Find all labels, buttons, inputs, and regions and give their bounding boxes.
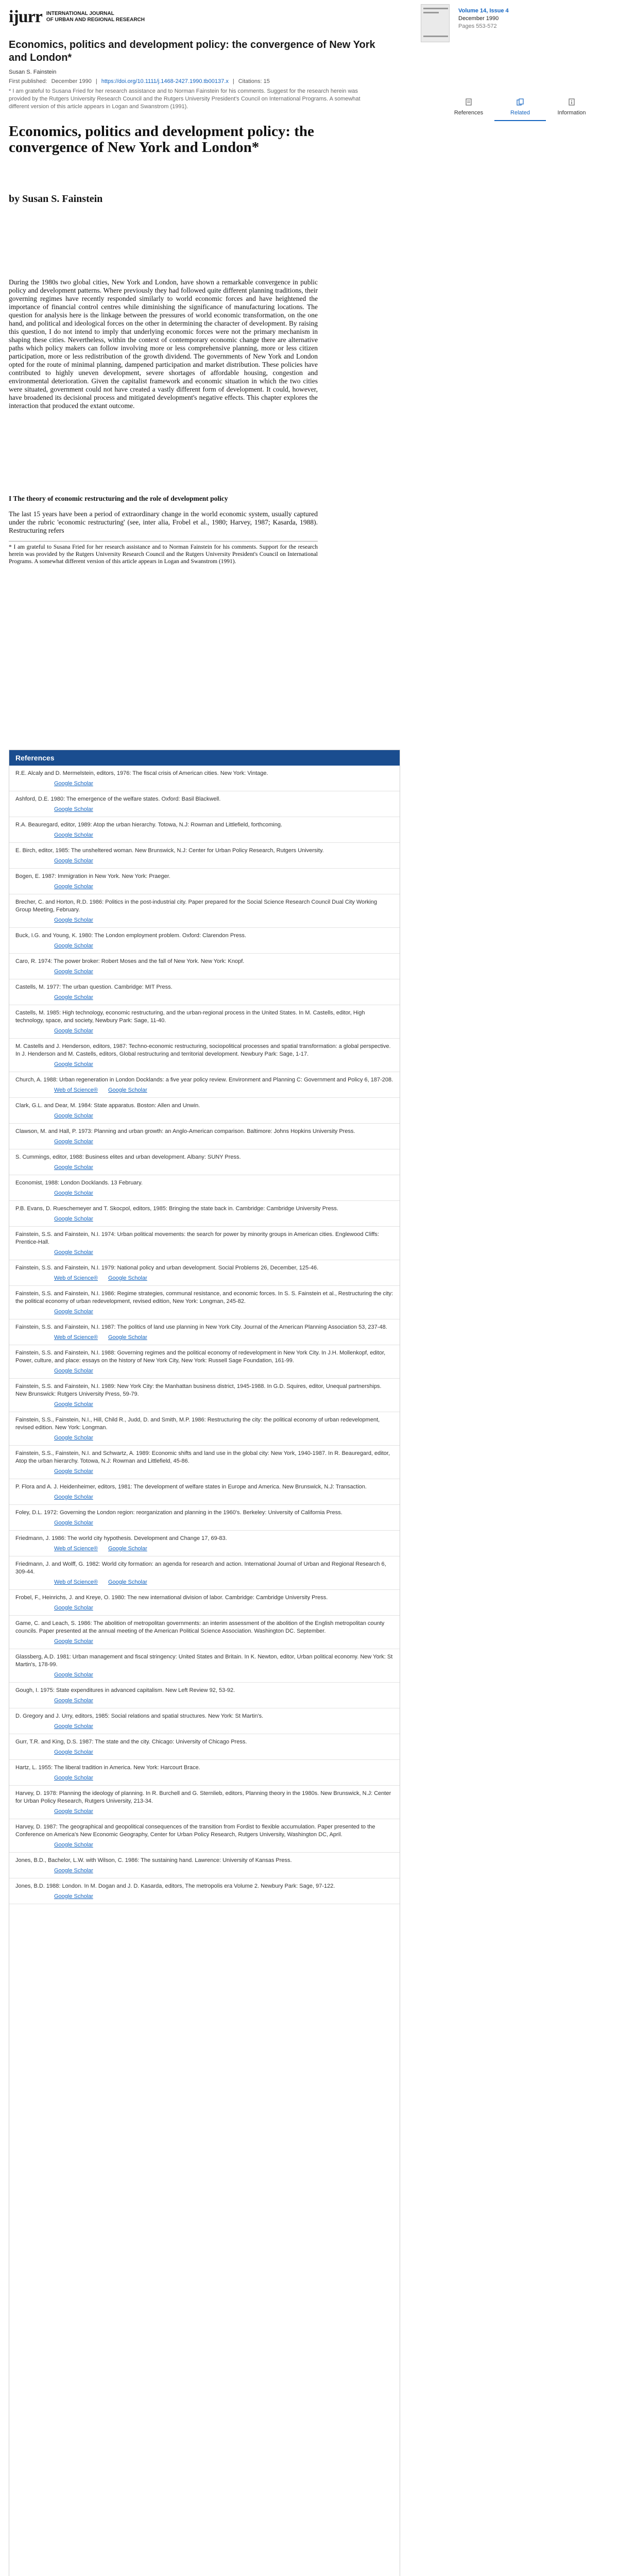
reference-item	[9, 1446, 400, 1479]
first-published-date: December 1990	[51, 78, 92, 84]
issue-pages: Pages 553-572	[458, 23, 497, 29]
reference-item	[9, 1098, 400, 1124]
reference-text: P. Flora and A. J. Heidenheimer, editors, 1981: The development of welfare states in Europe and America. New Brunswick, N.J: Transaction.	[15, 1484, 367, 1490]
doi-link[interactable]: https://doi.org/10.1111/j.1468-2427.1990.tb00137.x	[101, 78, 229, 84]
reference-text: Foley, D.L. 1972: Governing the London region: reorganization and planning in the 1960's. Berkeley: University of California Press.	[15, 1510, 342, 1516]
reference-text: Castells, M. 1985: High technology, economic restructuring, and the urban-regional process in the United States. In M. Castells, editor, High technology, space, and society, Newbury Park: Sage, 11-40.	[15, 1010, 365, 1024]
related-icon	[517, 98, 524, 106]
reference-item	[9, 843, 400, 869]
google-scholar-link[interactable]: Google Scholar	[54, 1401, 93, 1408]
reference-links	[15, 1520, 393, 1526]
tab-related-label: Related	[510, 110, 530, 116]
author-name[interactable]: Susan S. Fainstein	[9, 69, 57, 75]
google-scholar-link[interactable]: Google Scholar	[108, 1546, 147, 1552]
reference-text: Brecher, C. and Horton, R.D. 1986: Politics in the post-industrial city. Paper prepared for the Social Science Research Council Dual City Working Group Meeting, February.	[15, 899, 377, 913]
journal-logo[interactable]: ijurr	[9, 7, 42, 26]
reference-item	[9, 1556, 400, 1590]
reference-links	[15, 994, 393, 1001]
web-of-science-link[interactable]: Web of Science®	[54, 1275, 98, 1281]
google-scholar-link[interactable]: Google Scholar	[54, 781, 93, 787]
google-scholar-link[interactable]: Google Scholar	[54, 1028, 93, 1034]
web-of-science-link[interactable]: Web of Science®	[54, 1546, 98, 1552]
reference-links	[15, 1723, 393, 1730]
google-scholar-link[interactable]: Google Scholar	[54, 1749, 93, 1755]
google-scholar-link[interactable]: Google Scholar	[54, 1723, 93, 1730]
reference-links	[15, 1061, 393, 1067]
reference-item	[9, 1260, 400, 1286]
google-scholar-link[interactable]: Google Scholar	[108, 1275, 147, 1281]
reference-links	[15, 1638, 393, 1645]
reference-text: Friedmann, J. and Wolff, G. 1982: World city formation: an agenda for research and action. International Journal of Urban and Regional Research 6, 309-44.	[15, 1561, 386, 1575]
reference-links	[15, 1139, 393, 1145]
reference-item	[9, 1227, 400, 1260]
google-scholar-link[interactable]: Google Scholar	[54, 1309, 93, 1315]
reference-item	[9, 1124, 400, 1149]
reference-text: Fainstein, S.S., Fainstein, N.I., Hill, Child R., Judd, D. and Smith, M.P. 1986: Restructuring the city: the political economy of urban redevelopment, revised edition. New York: Longman.	[15, 1417, 380, 1431]
reference-item	[9, 928, 400, 954]
reference-links	[15, 1309, 393, 1315]
google-scholar-link[interactable]: Google Scholar	[54, 806, 93, 812]
reference-item	[9, 1412, 400, 1446]
references-heading[interactable]: References	[9, 750, 400, 766]
scan-abstract: During the 1980s two global cities, New York and London, have shown a remarkable convergence in public policy and development patterns. Where previously they had followed quite different planning traditions, their governing regimes have recently responded similarly to world economic forces and have heightened the importance of financial control centres while diminishing the significance of manufacturing locations. The question for analysis here is the linkage between the pressures of world economic transformation, on the one hand, and political and ideological forces on the other in determining the character of development. By raising this question, I do not intend to imply that underlying economic forces were not the primary mechanism in shaping these cities. Nevertheless, within the context of contemporary economic change there are alternative paths which policy makers can follow involving more or less comprehensive planning, more or less citizen participation, more or less redistribution of the growth dividend. The governments of New York and London opted for the route of minimal planning, dampened participation and market distribution. These policies have contributed to highly uneven development, severe shortages of affordable housing, congestion and environmental deterioration. Given the capitalist framework and economic situation in which the two cities were situated, government could not have created a vastly different form of development. It could, however, have broadened its decisional process and mitigated development's negative effects. This chapter explores the interaction that produced the extant outcome.	[9, 278, 318, 410]
google-scholar-link[interactable]: Google Scholar	[108, 1579, 147, 1585]
reference-links	[15, 969, 393, 975]
reference-item	[9, 1786, 400, 1819]
reference-item	[9, 791, 400, 817]
journal-brand[interactable]	[9, 7, 145, 27]
google-scholar-link[interactable]: Google Scholar	[54, 1808, 93, 1815]
reference-text: Bogen, E. 1987: Immigration in New York. New York: Praeger.	[15, 873, 170, 879]
reference-text: P.B. Evans, D. Rueschemeyer and T. Skocpol, editors, 1985: Bringing the state back in. Cambridge: Cambridge University Press.	[15, 1206, 338, 1212]
reference-text: Hartz, L. 1955: The liberal tradition in America. New York: Harcourt Brace.	[15, 1765, 200, 1771]
reference-item	[9, 1345, 400, 1379]
reference-text: Fainstein, S.S. and Fainstein, N.I. 1988: Governing regimes and the political economy of redevelopment in New York City. In J.H. Mollenkopf, editor, Power, culture, and place: essays on the history of New York City, New York: Russell Sage Foundation, 161-99.	[15, 1350, 386, 1364]
reference-links	[15, 1579, 393, 1585]
scan-author: by Susan S. Fainstein	[9, 193, 103, 205]
reference-item	[9, 1853, 400, 1878]
article-title: Economics, politics and development policy: the convergence of New York and London*	[9, 39, 375, 63]
google-scholar-link[interactable]: Google Scholar	[54, 1698, 93, 1704]
reference-item	[9, 1039, 400, 1072]
issue-info	[458, 7, 509, 30]
google-scholar-link[interactable]: Google Scholar	[54, 1164, 93, 1171]
google-scholar-link[interactable]: Google Scholar	[54, 1113, 93, 1119]
google-scholar-link[interactable]: Google Scholar	[54, 1139, 93, 1145]
reference-item	[9, 1616, 400, 1649]
reference-text: Economist, 1988: London Docklands. 13 February.	[15, 1180, 143, 1186]
first-published-label: First published:	[9, 78, 47, 84]
reference-item	[9, 1531, 400, 1556]
volume-issue-link[interactable]: Volume 14, Issue 4	[458, 8, 509, 14]
reference-item	[9, 766, 400, 791]
google-scholar-link[interactable]: Google Scholar	[54, 1842, 93, 1848]
google-scholar-link[interactable]: Google Scholar	[54, 994, 93, 1001]
reference-links	[15, 1775, 393, 1781]
article-footnote: * I am grateful to Susana Fried for her research assistance and to Norman Fainstein for his comments. Suggest for the research herein was provided by the Rutgers University Research Council and the Rutgers University President's Council on International Programs. A somewhat different version of this article appears in Logan and Swanstrom (1991).	[9, 88, 360, 110]
google-scholar-link[interactable]: Google Scholar	[54, 858, 93, 864]
reference-item	[9, 1819, 400, 1853]
scan-title: Economics, politics and development policy: the convergence of New York and London*	[9, 123, 314, 156]
reference-text: Gurr, T.R. and King, D.S. 1987: The state and the city. Chicago: University of Chicago Press.	[15, 1739, 247, 1745]
reference-text: Clawson, M. and Hall, P. 1973: Planning and urban growth: an Anglo-American comparison. Baltimore: Johns Hopkins University Press.	[15, 1128, 355, 1134]
reference-links	[15, 1494, 393, 1500]
reference-text: E. Birch, editor, 1985: The unsheltered woman. New Brunswick, N.J: Center for Urban Policy Research, Rutgers University.	[15, 848, 324, 854]
reference-links	[15, 1468, 393, 1475]
reference-links	[15, 1842, 393, 1848]
information-icon	[568, 98, 575, 106]
reference-item	[9, 1683, 400, 1708]
reference-item	[9, 1175, 400, 1201]
google-scholar-link[interactable]: Google Scholar	[54, 1061, 93, 1067]
reference-links	[15, 1546, 393, 1552]
google-scholar-link[interactable]: Google Scholar	[54, 1216, 93, 1222]
google-scholar-link[interactable]: Google Scholar	[54, 1494, 93, 1500]
google-scholar-link[interactable]: Google Scholar	[108, 1087, 147, 1093]
google-scholar-link[interactable]: Google Scholar	[54, 1672, 93, 1678]
reference-links	[15, 1028, 393, 1034]
reference-links	[15, 1605, 393, 1611]
reference-text: Fainstein, S.S. and Fainstein, N.I. 1974: Urban political movements: the search for power by minority groups in American cities. Englewood Cliffs: Prentice-Hall.	[15, 1231, 379, 1245]
reference-links	[15, 1190, 393, 1196]
reference-links	[15, 1216, 393, 1222]
reference-text: Harvey, D. 1978: Planning the ideology of planning. In R. Burchell and G. Sternlieb, editors, Planning theory in the 1980s. New Brunswick, N.J: Center for Urban Policy Research, Rutgers University, 213-34.	[15, 1790, 391, 1804]
reference-text: Game, C. and Leach, S. 1986: The abolition of metropolitan governments: an interim assessment of the abolition of the English metropolitan county councils. Paper presented at the annual meeting of the American Political Science Association. Washington DC. September.	[15, 1620, 385, 1634]
reference-links	[15, 1164, 393, 1171]
tab-information[interactable]	[546, 95, 597, 121]
google-scholar-link[interactable]: Google Scholar	[54, 1893, 93, 1900]
reference-item	[9, 894, 400, 928]
reference-item	[9, 1286, 400, 1319]
google-scholar-link[interactable]: Google Scholar	[54, 1190, 93, 1196]
references-panel	[9, 750, 400, 2576]
google-scholar-link[interactable]: Google Scholar	[54, 1775, 93, 1781]
reference-text: Fainstein, S.S. and Fainstein, N.I. 1989: New York City: the Manhattan business district, 1945-1988. In G.D. Squires, editor, Unequal partnerships. New Brunswick: Rutgers University Press, 59-79.	[15, 1383, 382, 1397]
reference-links	[15, 806, 393, 812]
google-scholar-link[interactable]: Google Scholar	[54, 943, 93, 949]
reference-item	[9, 869, 400, 894]
google-scholar-link[interactable]: Google Scholar	[54, 1435, 93, 1441]
scan-footnote: * I am grateful to Susana Fried for her research assistance and to Norman Fainstein for his comments. Support for the research herein was provided by the Rutgers University Research Council and the Rutgers University President's Council on International Programs. A somewhat different version of this article appears in Logan and Swanstrom (1991).	[9, 541, 318, 565]
publication-meta: First published: December 1990 | https://doi.org/10.1111/j.1468-2427.1990.tb00137.x | Citations: 15	[9, 78, 270, 84]
google-scholar-link[interactable]: Google Scholar	[54, 1638, 93, 1645]
journal-name-line2: OF URBAN AND REGIONAL RESEARCH	[46, 17, 145, 23]
google-scholar-link[interactable]: Google Scholar	[54, 917, 93, 923]
reference-item	[9, 1649, 400, 1683]
reference-item	[9, 1005, 400, 1039]
reference-links	[15, 1698, 393, 1704]
web-of-science-link[interactable]: Web of Science®	[54, 1087, 98, 1093]
citation-count[interactable]: Citations: 15	[238, 78, 270, 84]
reference-item	[9, 1072, 400, 1098]
reference-item	[9, 1201, 400, 1227]
scan-section-heading: I The theory of economic restructuring and the role of development policy	[9, 495, 228, 502]
reference-text: Jones, B.D., Bachelor, L.W. with Wilson, C. 1986: The sustaining hand. Lawrence: University of Kansas Press.	[15, 1857, 292, 1863]
reference-text: Fainstein, S.S. and Fainstein, N.I. 1979: National policy and urban development. Social Problems 26, December, 125-46.	[15, 1265, 319, 1271]
reference-text: Caro, R. 1974: The power broker: Robert Moses and the fall of New York. New York: Knopf.	[15, 958, 245, 964]
reference-links	[15, 781, 393, 787]
reference-item	[9, 1708, 400, 1734]
google-scholar-link[interactable]: Google Scholar	[54, 1249, 93, 1256]
reference-text: Fainstein, S.S. and Fainstein, N.I. 1987: The politics of land use planning in New York City. Journal of the American Planning Association 53, 237-48.	[15, 1324, 387, 1330]
reference-links	[15, 1113, 393, 1119]
tab-references-label: References	[454, 110, 484, 116]
journal-name	[46, 11, 145, 23]
reference-links	[15, 1749, 393, 1755]
references-icon	[465, 98, 472, 106]
google-scholar-link[interactable]: Google Scholar	[54, 1868, 93, 1874]
google-scholar-link[interactable]: Google Scholar	[54, 1468, 93, 1475]
reference-text: Castells, M. 1977: The urban question. Cambridge: MIT Press.	[15, 984, 173, 990]
reference-links	[15, 1087, 393, 1093]
reference-item	[9, 1505, 400, 1531]
google-scholar-link[interactable]: Google Scholar	[54, 969, 93, 975]
reference-links	[15, 1868, 393, 1874]
reference-links	[15, 1275, 393, 1281]
reference-item	[9, 1590, 400, 1616]
reference-links	[15, 917, 393, 923]
reference-text: Gough, I. 1975: State expenditures in advanced capitalism. New Left Review 92, 53-92.	[15, 1687, 235, 1693]
tab-related[interactable]	[494, 95, 546, 121]
reference-links	[15, 858, 393, 864]
scanned-first-page	[9, 124, 410, 747]
reference-item	[9, 1760, 400, 1786]
reference-links	[15, 1368, 393, 1374]
reference-item	[9, 817, 400, 843]
reference-text: Clark, G.L. and Dear, M. 1984: State apparatus. Boston: Allen and Unwin.	[15, 1103, 200, 1109]
reference-item	[9, 954, 400, 979]
reference-text: Jones, B.D. 1988: London. In M. Dogan and J. D. Kasarda, editors, The metropolis era Volume 2. Newbury Park: Sage, 97-122.	[15, 1883, 335, 1889]
reference-links	[15, 1401, 393, 1408]
reference-item	[9, 1479, 400, 1505]
reference-text: S. Cummings, editor, 1988: Business elites and urban development. Albany: SUNY Press.	[15, 1154, 241, 1160]
journal-name-line1: INTERNATIONAL JOURNAL	[46, 11, 114, 16]
reference-links	[15, 1435, 393, 1441]
reference-links	[15, 943, 393, 949]
reference-text: Fainstein, S.S., Fainstein, N.I. and Schwartz, A. 1989: Economic shifts and land use in the global city: New York, 1940-1987. In R. Beauregard, editor, Atop the urban hierarchy. Totowa, N.J: Rowman and Littlefield, 45-86.	[15, 1450, 390, 1464]
reference-text: Ashford, D.E. 1980: The emergence of the welfare states. Oxford: Basil Blackwell.	[15, 796, 221, 802]
google-scholar-link[interactable]: Google Scholar	[54, 1605, 93, 1611]
reference-item	[9, 1319, 400, 1345]
tab-information-label: Information	[557, 110, 586, 116]
reference-text: Harvey, D. 1987: The geographical and geopolitical consequences of the transition from Fordist to flexible accumulation. Paper presented to the Conference on America's New Economic Geography, Center for Urban Policy Research, Rutgers University, Washington DC, April.	[15, 1824, 375, 1838]
reference-text: Frobel, F., Heinrichs, J. and Kreye, O. 1980: The new international division of labor. Cambridge: Cambridge University Press.	[15, 1595, 328, 1601]
reference-item	[9, 1379, 400, 1412]
reference-text: D. Gregory and J. Urry, editors, 1985: Social relations and spatial structures. New York: St Martin's.	[15, 1713, 264, 1719]
reference-text: Friedmann, J. 1986: The world city hypothesis. Development and Change 17, 69-83.	[15, 1535, 227, 1541]
article-tools	[443, 95, 618, 121]
google-scholar-link[interactable]: Google Scholar	[54, 884, 93, 890]
google-scholar-link[interactable]: Google Scholar	[54, 1520, 93, 1526]
reference-links	[15, 1893, 393, 1900]
google-scholar-link[interactable]: Google Scholar	[108, 1334, 147, 1341]
reference-links	[15, 1334, 393, 1341]
references-list	[9, 766, 400, 1904]
reference-links	[15, 1249, 393, 1256]
reference-text: M. Castells and J. Henderson, editors, 1987: Techno-economic restructuring, sociopolitical processes and spatial transformation: a global perspective. In J. Henderson and M. Castells, editors, Global restructuring and territorial development. Newbury Park: Sage, 1-17.	[15, 1043, 391, 1057]
reference-links	[15, 884, 393, 890]
reference-text: Church, A. 1988: Urban regeneration in London Docklands: a five year policy review. Environment and Planning C: Government and Policy 6, 187-208.	[15, 1077, 393, 1083]
web-of-science-link[interactable]: Web of Science®	[54, 1579, 98, 1585]
reference-text: Glassberg, A.D. 1981: Urban management and fiscal stringency: United States and Britain. In K. Newton, editor, Urban political economy. New York: St Martin's, 178-99.	[15, 1654, 393, 1668]
reference-item	[9, 1149, 400, 1175]
reference-text: Fainstein, S.S. and Fainstein, N.I. 1986: Regime strategies, communal resistance, and economic forces. In S. S. Fainstein et al., Restructuring the city: the political economy of urban redevelopment, revised edition, New York: Longman, 245-82.	[15, 1291, 393, 1304]
tab-references[interactable]	[443, 95, 494, 121]
reference-text: R.E. Alcaly and D. Mermelstein, editors, 1976: The fiscal crisis of American cities. New York: Vintage.	[15, 770, 268, 776]
reference-item	[9, 979, 400, 1005]
reference-links	[15, 1672, 393, 1678]
reference-text: Buck, I.G. and Young, K. 1980: The London employment problem. Oxford: Clarendon Press.	[15, 933, 247, 939]
reference-item	[9, 1878, 400, 1904]
web-of-science-link[interactable]: Web of Science®	[54, 1334, 98, 1341]
scan-body-text: The last 15 years have been a period of extraordinary change in the world economic system, usually captured under the rubric 'economic restructuring' (see, inter alia, Frobel et al., 1980; Harvey, 1987; Kasarda, 1988). Restructuring refers	[9, 510, 318, 534]
reference-text: R.A. Beauregard, editor, 1989: Atop the urban hierarchy. Totowa, N.J: Rowman and Littlefield, forthcoming.	[15, 822, 283, 828]
issue-cover-thumbnail[interactable]	[421, 4, 450, 42]
issue-date: December 1990	[458, 15, 499, 22]
reference-links	[15, 832, 393, 838]
google-scholar-link[interactable]: Google Scholar	[54, 1368, 93, 1374]
google-scholar-link[interactable]: Google Scholar	[54, 832, 93, 838]
reference-links	[15, 1808, 393, 1815]
reference-item	[9, 1734, 400, 1760]
